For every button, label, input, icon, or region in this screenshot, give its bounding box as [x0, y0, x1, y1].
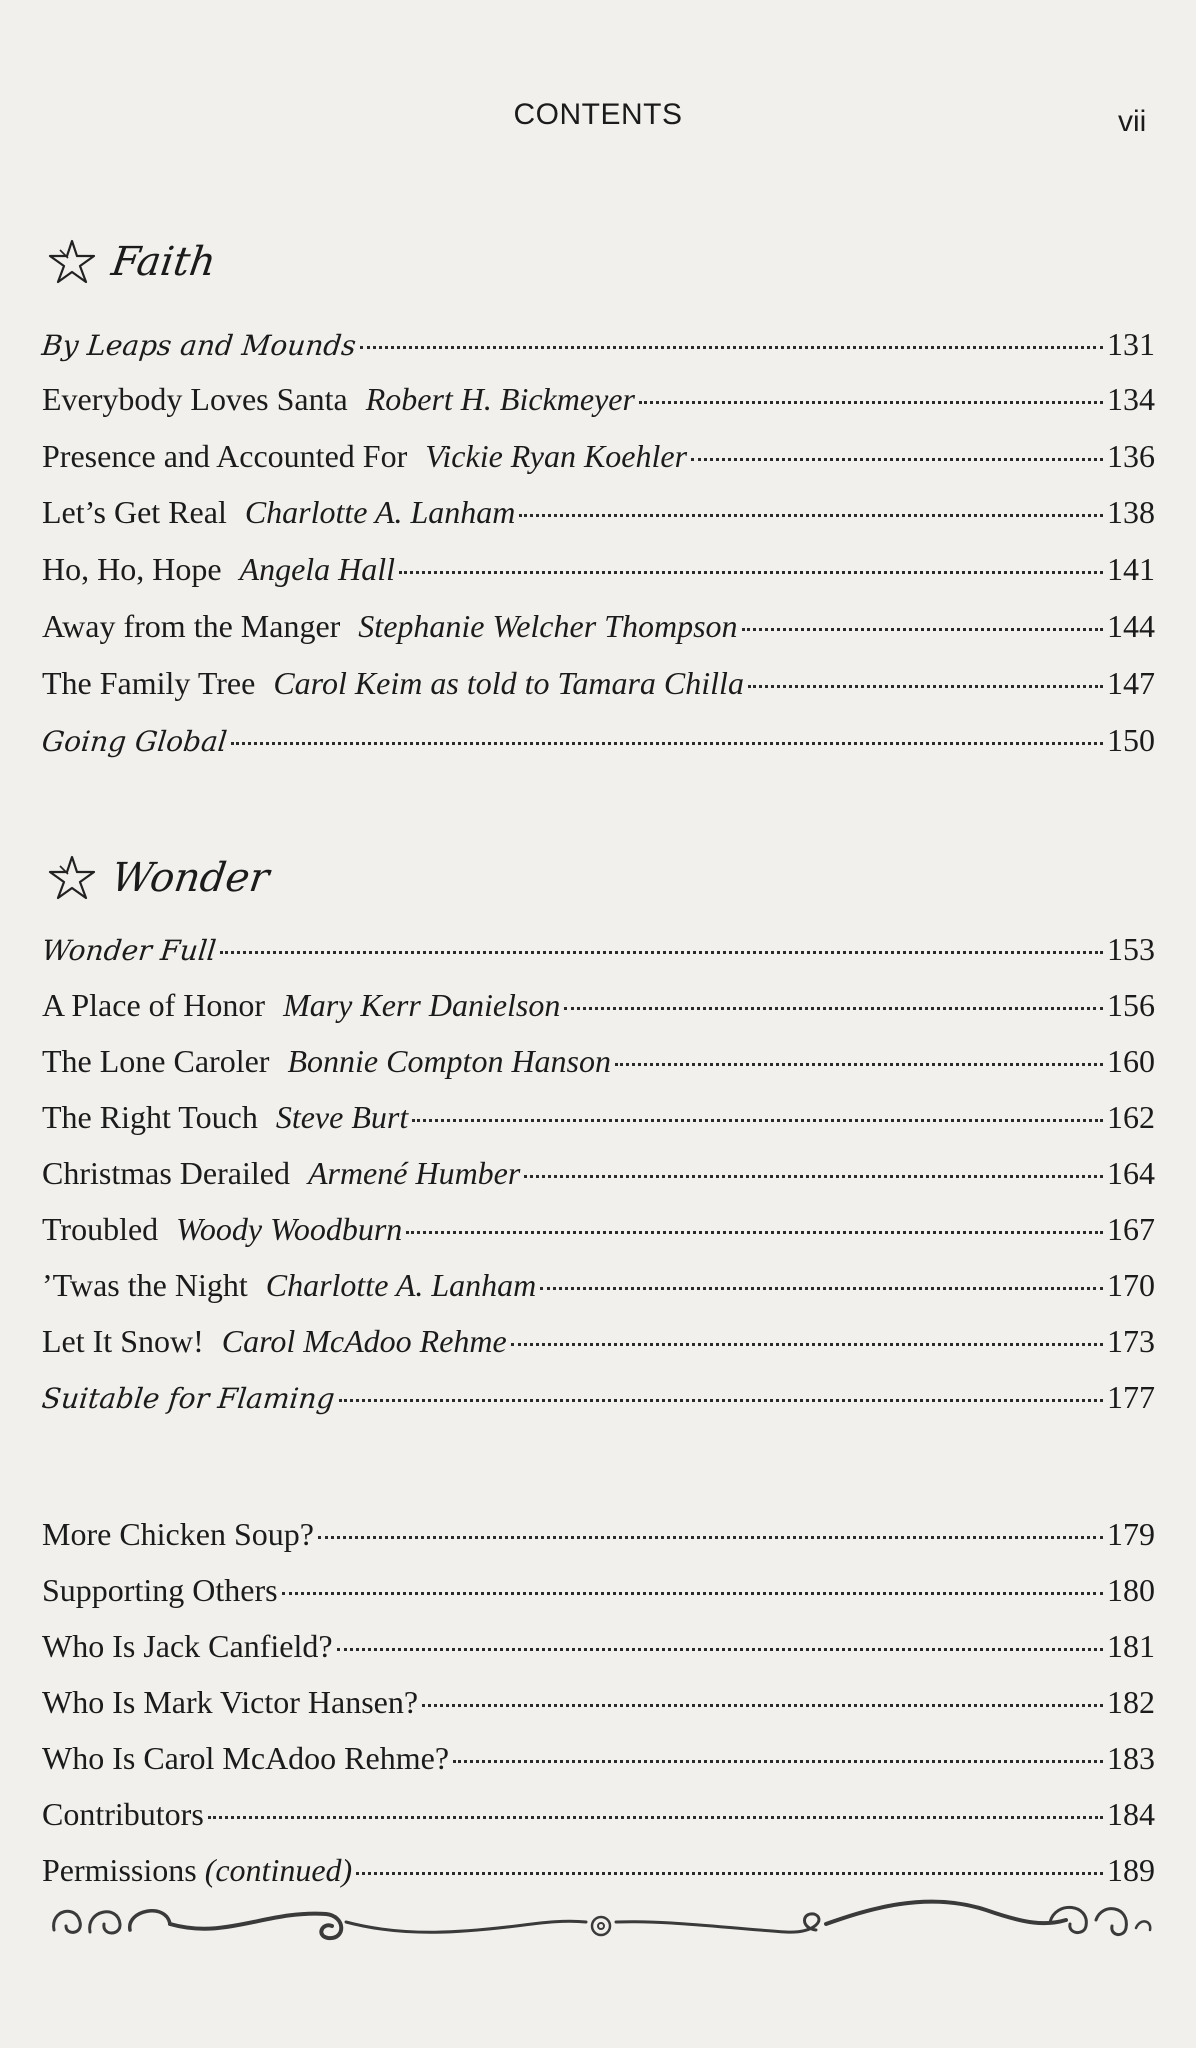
dot-leader: [220, 951, 1103, 954]
entry-author: Woody Woodburn: [176, 1211, 403, 1247]
star-icon: [46, 238, 98, 286]
entry-title: Who Is Carol McAdoo Rehme?: [42, 1740, 450, 1776]
dot-leader: [524, 1175, 1103, 1178]
entry-page: 153: [1107, 931, 1155, 967]
dot-leader: [231, 742, 1103, 745]
section-title: Wonder: [108, 855, 272, 901]
entry-title: A Place of Honor: [42, 987, 266, 1023]
entry-page: 136: [1107, 438, 1155, 474]
toc-entry[interactable]: [42, 933, 1155, 965]
entry-title: More Chicken Soup?: [42, 1516, 314, 1552]
entry-page: 183: [1107, 1740, 1155, 1776]
entry-page: 150: [1107, 722, 1155, 758]
entry-title: Ho, Ho, Hope: [42, 551, 222, 587]
dot-leader: [615, 1063, 1103, 1066]
toc-entry[interactable]: [42, 724, 1155, 756]
entry-title: Contributors: [42, 1796, 204, 1832]
entry-title: Who Is Mark Victor Hansen?: [42, 1684, 419, 1720]
entry-page: 184: [1107, 1796, 1155, 1832]
entry-page: 144: [1107, 608, 1155, 644]
entry-title: Away from the Manger: [42, 608, 341, 644]
entry-author: Vickie Ryan Koehler: [425, 438, 688, 474]
entry-title: Going Global: [40, 725, 229, 758]
entry-title: Who Is Jack Canfield?: [42, 1628, 333, 1664]
dot-leader: [360, 346, 1103, 349]
entry-page: 180: [1107, 1572, 1155, 1608]
toc-entry[interactable]: [42, 1325, 1155, 1357]
entry-title: By Leaps and Mounds: [40, 329, 358, 362]
contents-heading: CONTENTS: [513, 98, 683, 131]
dot-leader: [406, 1231, 1103, 1234]
section-title: Faith: [108, 239, 219, 285]
entry-title: Everybody Loves Santa: [42, 381, 348, 417]
entry-author: Carol Keim as told to Tamara Chilla: [273, 665, 744, 701]
dot-leader: [742, 628, 1103, 631]
toc-entry[interactable]: [42, 1630, 1155, 1662]
entry-title: Wonder Full: [40, 934, 218, 967]
entry-page: 138: [1107, 494, 1155, 530]
entry-page: 164: [1107, 1155, 1155, 1191]
entry-page: 173: [1107, 1323, 1155, 1359]
toc-entry[interactable]: [42, 1574, 1155, 1606]
dot-leader: [422, 1704, 1103, 1707]
dot-leader: [337, 1648, 1103, 1651]
toc-entry[interactable]: [42, 440, 1155, 472]
dot-leader: [339, 1399, 1103, 1402]
dot-leader: [564, 1007, 1103, 1010]
entry-page: 179: [1107, 1516, 1155, 1552]
dot-leader: [511, 1343, 1103, 1346]
entry-page: 182: [1107, 1684, 1155, 1720]
toc-entry[interactable]: [42, 553, 1155, 585]
toc-entry[interactable]: [42, 1798, 1155, 1830]
star-icon: [46, 854, 98, 902]
toc-entry[interactable]: [42, 1101, 1155, 1133]
entry-title: The Right Touch: [42, 1099, 258, 1135]
toc-entry[interactable]: [42, 1157, 1155, 1189]
toc-entry[interactable]: [42, 1381, 1155, 1413]
entry-title: Troubled: [42, 1211, 159, 1247]
section-faith-heading: [46, 238, 219, 286]
entry-author: Angela Hall: [239, 551, 396, 587]
entry-page: 162: [1107, 1099, 1155, 1135]
dot-leader: [453, 1760, 1103, 1763]
entry-page: 177: [1107, 1379, 1155, 1415]
entry-author: Stephanie Welcher Thompson: [358, 608, 738, 644]
entry-title: Suitable for Flaming: [40, 1382, 337, 1415]
section-wonder-heading: [46, 854, 272, 902]
entry-title: Supporting Others: [42, 1572, 278, 1608]
entry-title: The Family Tree: [42, 665, 256, 701]
toc-entry[interactable]: [42, 1742, 1155, 1774]
entry-page: 189: [1107, 1852, 1155, 1888]
toc-entry[interactable]: [42, 383, 1155, 415]
toc-entry[interactable]: [42, 1045, 1155, 1077]
entry-title: ’Twas the Night: [42, 1267, 248, 1303]
entry-page: 147: [1107, 665, 1155, 701]
entry-title: The Lone Caroler: [42, 1043, 270, 1079]
dot-leader: [318, 1536, 1103, 1539]
toc-entry[interactable]: [42, 1269, 1155, 1301]
entry-author: Armené Humber: [307, 1155, 521, 1191]
entry-title: Let’s Get Real: [42, 494, 227, 530]
entry-author: Carol McAdoo Rehme: [221, 1323, 507, 1359]
entry-title: Permissions: [42, 1852, 197, 1888]
entry-title: Christmas Derailed: [42, 1155, 290, 1191]
entry-author: Robert H. Bickmeyer: [365, 381, 635, 417]
entry-author: Bonnie Compton Hanson: [287, 1043, 611, 1079]
entry-page: 181: [1107, 1628, 1155, 1664]
toc-entry[interactable]: [42, 610, 1155, 642]
dot-leader: [412, 1119, 1103, 1122]
entry-page: 156: [1107, 987, 1155, 1023]
entry-title: Presence and Accounted For: [42, 438, 408, 474]
entry-title: Let It Snow!: [42, 1323, 204, 1359]
toc-entry[interactable]: [42, 496, 1155, 528]
toc-entry[interactable]: [42, 1686, 1155, 1718]
toc-entry[interactable]: [42, 989, 1155, 1021]
toc-entry[interactable]: [42, 1213, 1155, 1245]
dot-leader: [208, 1816, 1103, 1819]
entry-author: Mary Kerr Danielson: [283, 987, 561, 1023]
entry-page: 160: [1107, 1043, 1155, 1079]
dot-leader: [519, 514, 1103, 517]
entry-page: 141: [1107, 551, 1155, 587]
entry-page: 134: [1107, 381, 1155, 417]
entry-page: 170: [1107, 1267, 1155, 1303]
entry-author: Charlotte A. Lanham: [265, 1267, 537, 1303]
entry-author: Charlotte A. Lanham: [244, 494, 516, 530]
dot-leader: [748, 685, 1103, 688]
dot-leader: [540, 1287, 1103, 1290]
entry-subtitle: (continued): [204, 1852, 353, 1888]
entry-page: 131: [1107, 326, 1155, 362]
dot-leader: [639, 401, 1103, 404]
roman-page-number: vii: [1118, 105, 1147, 138]
entry-author: Steve Burt: [275, 1099, 409, 1135]
toc-entry[interactable]: [42, 1518, 1155, 1550]
dot-leader: [399, 571, 1103, 574]
toc-entry[interactable]: [42, 667, 1155, 699]
toc-entry[interactable]: [42, 328, 1155, 360]
scroll-flourish-icon: [46, 1870, 1156, 1960]
dot-leader: [282, 1592, 1103, 1595]
entry-page: 167: [1107, 1211, 1155, 1247]
dot-leader: [691, 458, 1103, 461]
